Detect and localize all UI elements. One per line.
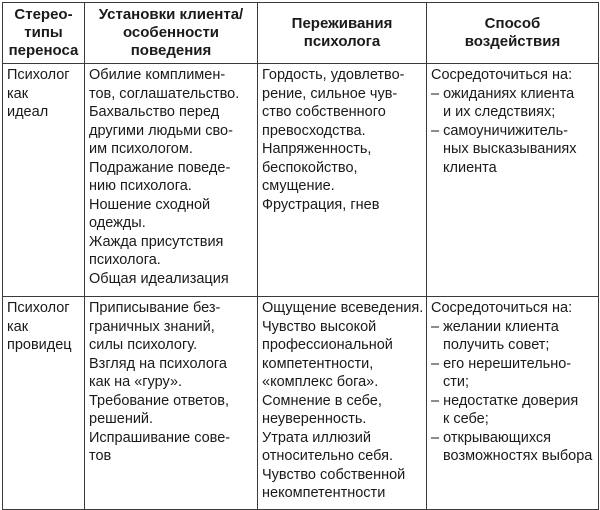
header-intervention-method: Способ воздействия	[427, 3, 599, 64]
table-row	[3, 297, 599, 510]
header-stereotypes: Стерео- типы переноса	[3, 3, 85, 64]
cell-methods: Сосредоточиться на: – желании клиента получить совет; – его нерешительно- сти; – недостатке доверия к себе; – открывающихся возможностях выбора	[427, 297, 599, 510]
cell-attitudes: Обилие комплимен- тов, соглашательство. Бахвальство перед другими людьми сво- им психологом. Подражание поведе- нию психолога. Ношение сходной одежды. Жажда присутствия психолога. Общая идеализация	[85, 64, 258, 297]
cell-type: Психолог как провидец	[3, 297, 85, 510]
table-row	[3, 64, 599, 297]
header-row	[3, 3, 599, 64]
cell-feelings: Ощущение всеведения. Чувство высокой профессиональной компетентности, «комплекс бога». Сомнение в себе, неуверенность. Утрата иллюзий относительно себя. Чувство собственной некомпетентности	[258, 297, 427, 510]
cell-type: Психолог как идеал	[3, 64, 85, 297]
cell-methods: Сосредоточиться на: – ожиданиях клиента и их следствиях; – самоуничижитель- ных высказываниях клиента	[427, 64, 599, 297]
cell-attitudes: Приписывание без- граничных знаний, силы психологу. Взгляд на психолога как на «гуру». Требование ответов, решений. Испрашивание сове- тов	[85, 297, 258, 510]
header-client-attitudes: Установки клиента/ особенности поведения	[85, 3, 258, 64]
cell-feelings: Гордость, удовлетво- рение, сильное чув- ство собственного превосходства. Напряженность, беспокойство, смущение. Фрустрация, гнев	[258, 64, 427, 297]
transference-table	[2, 2, 599, 510]
header-psychologist-feelings: Переживания психолога	[258, 3, 427, 64]
